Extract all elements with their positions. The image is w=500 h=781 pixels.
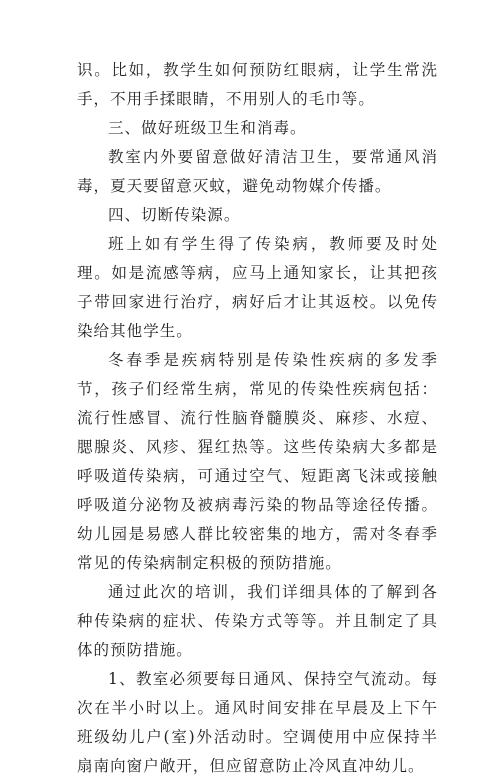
heading-class-hygiene: 三、做好班级卫生和消毒。 xyxy=(108,119,307,137)
paragraph-training-summary: 通过此次的培训，我们详细具体的了解到各种传染病的症状、传染方式等等。并且制定了具体的预防措施。 xyxy=(77,583,438,659)
paragraph-sick-student-handling: 班上如有学生得了传染病，教师要及时处理。如是流感等病，应马上通知家长，让其把孩子带回家进行治疗，病好后才让其返校。以免传染给其他学生。 xyxy=(77,235,438,340)
paragraph-ventilation-measure: 1、教室必须要每日通风、保持空气流动。每次在半小时以上。通风时间安排在早晨及上下午班级幼儿户(室)外活动时。空调使用中应保持半扇南向窗户敞开，但应留意防止冷风直冲幼儿。 xyxy=(77,670,438,775)
paragraph-winter-spring-diseases: 冬春季是疾病特别是传染性疾病的多发季节，孩子们经常生病，常见的传染性疾病包括：流行性感冒、流行性脑脊髓膜炎、麻疹、水痘、腮腺炎、风疹、猩红热等。这些传染病大多都是呼吸道传染病，可通过空气、短距离飞沫或接触呼吸道分泌物及被病毒污染的物品等途径传播。幼儿园是易感人群比较密集的地方，需对冬春季常见的传染病制定积极的预防措施。 xyxy=(77,351,438,572)
heading-cut-infection-source: 四、切断传染源。 xyxy=(108,206,241,224)
paragraph-hygiene-knowledge: 识。比如，教学生如何预防红眼病，让学生常洗手，不用手揉眼睛，不用别人的毛巾等。 xyxy=(77,61,438,108)
paragraph-classroom-cleaning: 教室内外要留意做好清洁卫生，要常通风消毒，夏天要留意灭蚊，避免动物媒介传播。 xyxy=(77,148,438,195)
